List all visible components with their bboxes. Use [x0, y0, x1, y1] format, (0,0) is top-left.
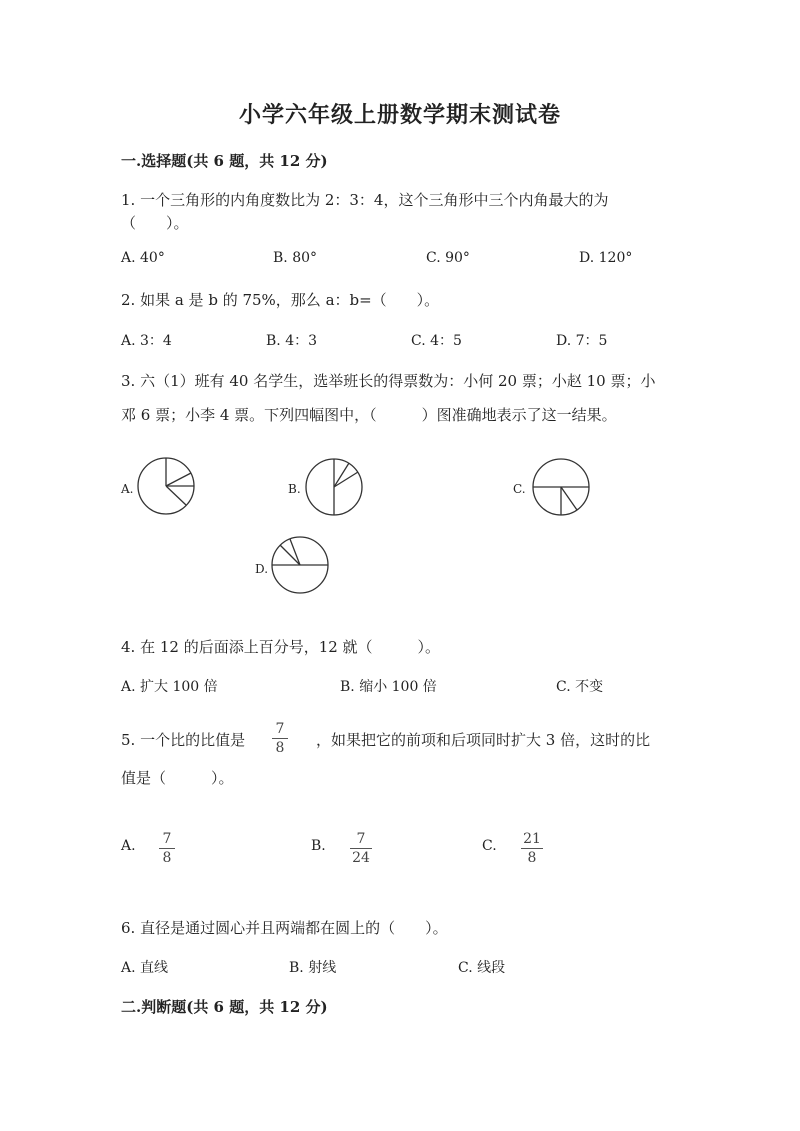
q2-option-a: A. 3：4: [121, 333, 172, 349]
question-5-text: 5. 一个比的比值是: [121, 731, 246, 749]
fraction-denominator: 8: [527, 850, 537, 866]
q5-option-a-label: A.: [121, 838, 136, 854]
q5-option-c-fraction: [521, 831, 543, 866]
pie-chart-d: [270, 535, 330, 595]
question-3-text: 3. 六（1）班有 40 名学生，选举班长的得票数为：小何 20 票；小赵 10 票；小: [121, 372, 656, 390]
fraction-numerator: 7: [162, 831, 172, 847]
q4-option-a: A. 扩大 100 倍: [121, 679, 218, 695]
q6-option-b: B. 射线: [289, 960, 337, 976]
q5-option-b-fraction: [350, 831, 372, 866]
fraction-numerator: 7: [356, 831, 366, 847]
question-4-text: 4. 在 12 的后面添上百分号，12 就（ ）。: [121, 638, 441, 656]
fraction-numerator: 21: [523, 831, 541, 847]
question-1-text: 1. 一个三角形的内角度数比为 2：3：4，这个三角形中三个内角最大的为: [121, 191, 609, 209]
fraction-bar: [350, 848, 372, 849]
q6-option-c: C. 线段: [458, 960, 506, 976]
question-5-text-mid: ，如果把它的前项和后项同时扩大 3 倍，这时的比: [316, 731, 651, 749]
section-heading-judgement: 二.判断题(共 6 题，共 12 分): [121, 998, 328, 1016]
q2-option-d: D. 7：5: [556, 333, 608, 349]
question-3-text-cont: 邓 6 票；小李 4 票。下列四幅图中，（ ）图准确地表示了这一结果。: [121, 406, 617, 424]
fraction-bar: [272, 738, 288, 739]
question-6-text: 6. 直径是通过圆心并且两端都在圆上的（ ）。: [121, 919, 448, 937]
q1-option-b: B. 80°: [273, 250, 318, 266]
fraction-bar: [521, 848, 543, 849]
fraction-bar: [159, 848, 175, 849]
q3-option-a: A.: [121, 482, 134, 496]
pie-chart-b: [304, 457, 364, 517]
fraction-denominator: 8: [162, 850, 172, 866]
pie-chart-c: [531, 457, 591, 517]
q4-option-c: C. 不变: [556, 679, 604, 695]
q2-option-b: B. 4：3: [266, 333, 318, 349]
q5-ratio-fraction: [272, 721, 288, 756]
q5-option-c-label: C.: [482, 838, 497, 854]
q3-option-c: C.: [513, 482, 526, 496]
q5-option-a-fraction: [159, 831, 175, 866]
section-heading-choice: 一.选择题(共 6 题，共 12 分): [121, 152, 328, 170]
q6-option-a: A. 直线: [121, 960, 169, 976]
q3-option-b: B.: [288, 482, 301, 496]
fraction-denominator: 8: [275, 740, 285, 756]
q1-option-d: D. 120°: [579, 250, 633, 266]
question-2-text: 2. 如果 a 是 b 的 75%，那么 a：b=（ ）。: [121, 291, 440, 309]
question-5-text-cont: 值是（ ）。: [121, 769, 234, 787]
q1-option-c: C. 90°: [426, 250, 470, 266]
fraction-numerator: 7: [275, 721, 285, 737]
fraction-denominator: 24: [352, 850, 370, 866]
pie-chart-a: [136, 456, 196, 516]
question-1-text-cont: （ ）。: [121, 214, 189, 232]
q1-option-a: A. 40°: [121, 250, 165, 266]
q2-option-c: C. 4：5: [411, 333, 462, 349]
page-title: 小学六年级上册数学期末测试卷: [238, 102, 561, 128]
q5-option-b-label: B.: [311, 838, 326, 854]
q4-option-b: B. 缩小 100 倍: [340, 679, 437, 695]
q3-option-d: D.: [255, 562, 269, 576]
